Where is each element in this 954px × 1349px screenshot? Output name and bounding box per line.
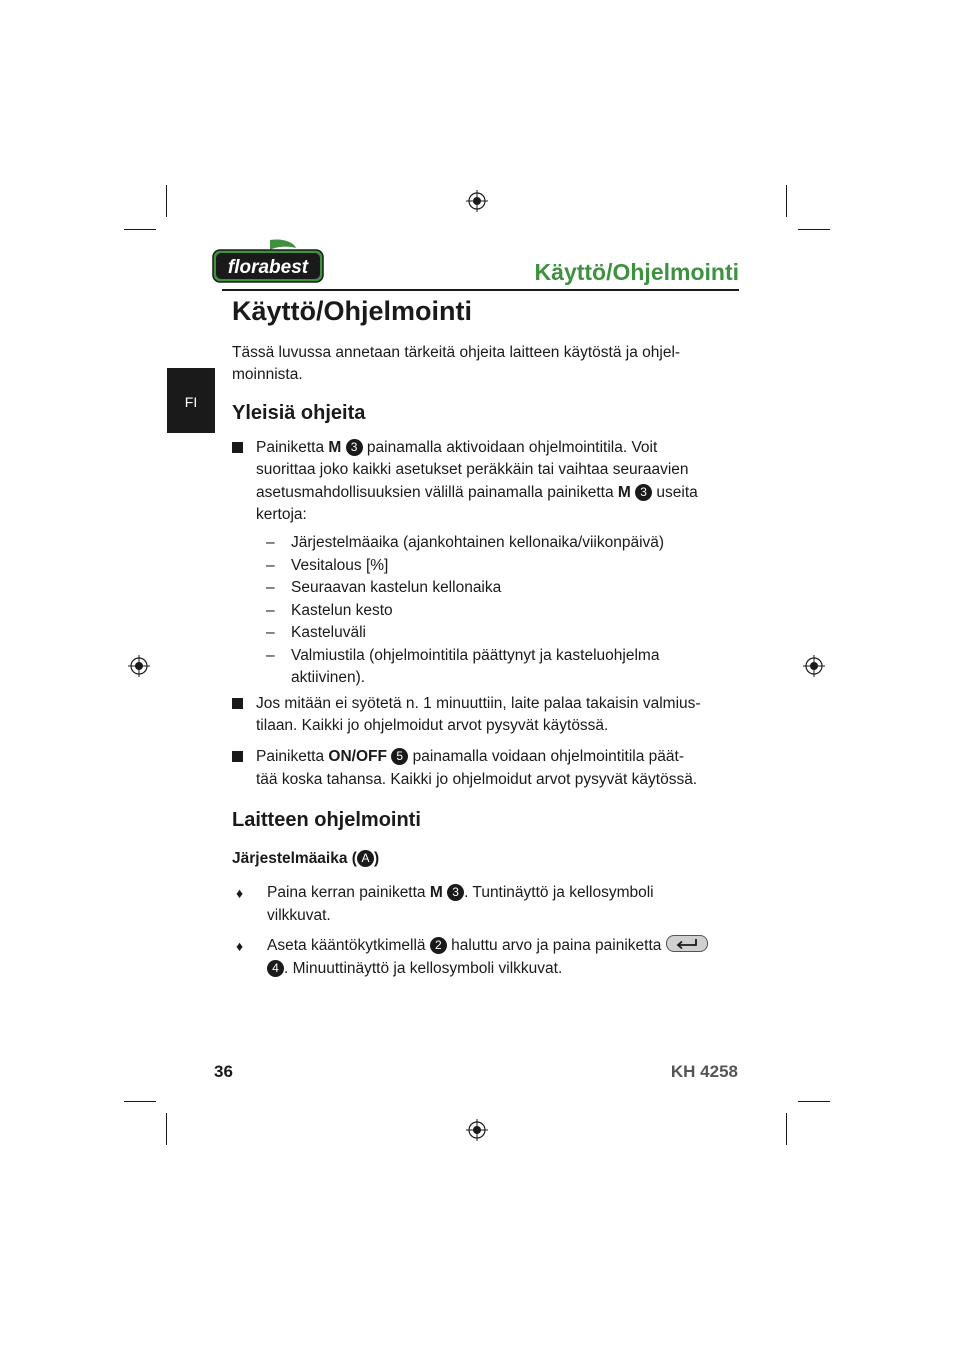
language-tab: FI	[167, 368, 215, 433]
paragraph-line: tilaan. Kaikki jo ohjelmoidut arvot pysyvät käytössä.	[256, 717, 609, 734]
paragraph-line: tää koska tahansa. Kaikki jo ohjelmoidut arvot pysyvät käytössä.	[256, 771, 698, 788]
m-button-label: M	[617, 484, 631, 501]
dash-bullet: –	[266, 534, 275, 551]
registration-mark-icon	[128, 655, 150, 677]
paragraph-line: Painiketta ON/OFF 5 painamalla voidaan ohjelmointitila päät-	[256, 748, 684, 765]
crop-mark	[166, 1113, 167, 1145]
list-item: aktiivinen).	[291, 669, 366, 686]
square-bullet-icon	[232, 751, 243, 762]
number-badge: 5	[391, 748, 408, 765]
number-badge: 3	[447, 884, 464, 901]
diamond-bullet-icon: ♦	[236, 938, 244, 954]
model-number: KH 4258	[670, 1062, 738, 1081]
header-title: Käyttö/Ohjelmointi	[534, 259, 739, 285]
list-item: Järjestelmäaika (ajankohtainen kellonaika/viikonpäivä)	[291, 534, 665, 551]
step-line: Aseta kääntökytkimellä 2 haluttu arvo ja paina painiketta	[267, 935, 708, 958]
crop-mark	[798, 1101, 830, 1102]
m-button-label: M	[429, 884, 443, 901]
page-number: 36	[214, 1062, 233, 1081]
header-divider	[222, 289, 739, 291]
paragraph-line: Painiketta M 3 painamalla aktivoidaan ohjelmointitila. Voit	[256, 439, 658, 456]
number-badge: 3	[346, 439, 363, 456]
paragraph-line: suorittaa joko kaikki asetukset peräkkäin tai vaihtaa seuraavien	[256, 461, 689, 478]
registration-mark-icon	[466, 1119, 488, 1141]
enter-key-icon	[666, 935, 708, 952]
crop-mark	[124, 229, 156, 230]
subheading-system-time: Järjestelmäaika ( A )	[232, 850, 380, 867]
paragraph-line: kertoja:	[256, 506, 307, 523]
crop-mark	[166, 185, 167, 217]
number-badge: 4	[267, 960, 284, 977]
number-badge: 2	[430, 937, 447, 954]
dash-bullet: –	[266, 602, 275, 619]
letter-badge: A	[357, 850, 374, 867]
crop-mark	[786, 185, 787, 217]
registration-mark-icon	[466, 190, 488, 212]
intro-line: Tässä luvussa annetaan tärkeitä ohjeita laitteen käytöstä ja ohjel-	[232, 344, 681, 361]
list-item: Kasteluväli	[291, 624, 366, 641]
intro-line: moinnista.	[232, 366, 303, 383]
step-line: Paina kerran painiketta M 3 . Tuntinäyttö ja kellosymboli	[267, 884, 654, 901]
crop-mark	[786, 1113, 787, 1145]
diamond-bullet-icon: ♦	[236, 885, 244, 901]
number-badge: 3	[635, 484, 652, 501]
step-line: vilkkuvat.	[267, 907, 331, 924]
list-item: Seuraavan kastelun kellonaika	[291, 579, 502, 596]
paragraph-line: Jos mitään ei syötetä n. 1 minuuttiin, laite palaa takaisin valmius-	[256, 695, 701, 712]
section-heading-programming: Laitteen ohjelmointi	[232, 809, 421, 831]
dash-bullet: –	[266, 647, 275, 664]
florabest-logo-icon	[212, 238, 324, 284]
crop-mark	[124, 1101, 156, 1102]
step-line: 4 . Minuuttinäyttö ja kellosymboli vilkkuvat.	[267, 958, 562, 981]
m-button-label: M	[328, 439, 342, 456]
registration-mark-icon	[803, 655, 825, 677]
section-heading-general: Yleisiä ohjeita	[232, 402, 366, 424]
list-item: Vesitalous [%]	[291, 557, 389, 574]
crop-mark	[798, 229, 830, 230]
paragraph-line: asetusmahdollisuuksien välillä painamalla painiketta M 3 useita	[256, 484, 698, 501]
square-bullet-icon	[232, 442, 243, 453]
dash-bullet: –	[266, 624, 275, 641]
page-title: Käyttö/Ohjelmointi	[232, 296, 473, 326]
list-item: Kastelun kesto	[291, 602, 393, 619]
on-off-button-label: ON/OFF	[328, 748, 387, 765]
dash-bullet: –	[266, 579, 275, 596]
square-bullet-icon	[232, 698, 243, 709]
list-item: Valmiustila (ohjelmointitila päättynyt ja kasteluohjelma	[291, 647, 660, 664]
dash-bullet: –	[266, 557, 275, 574]
logo-text: florabest	[227, 257, 309, 278]
